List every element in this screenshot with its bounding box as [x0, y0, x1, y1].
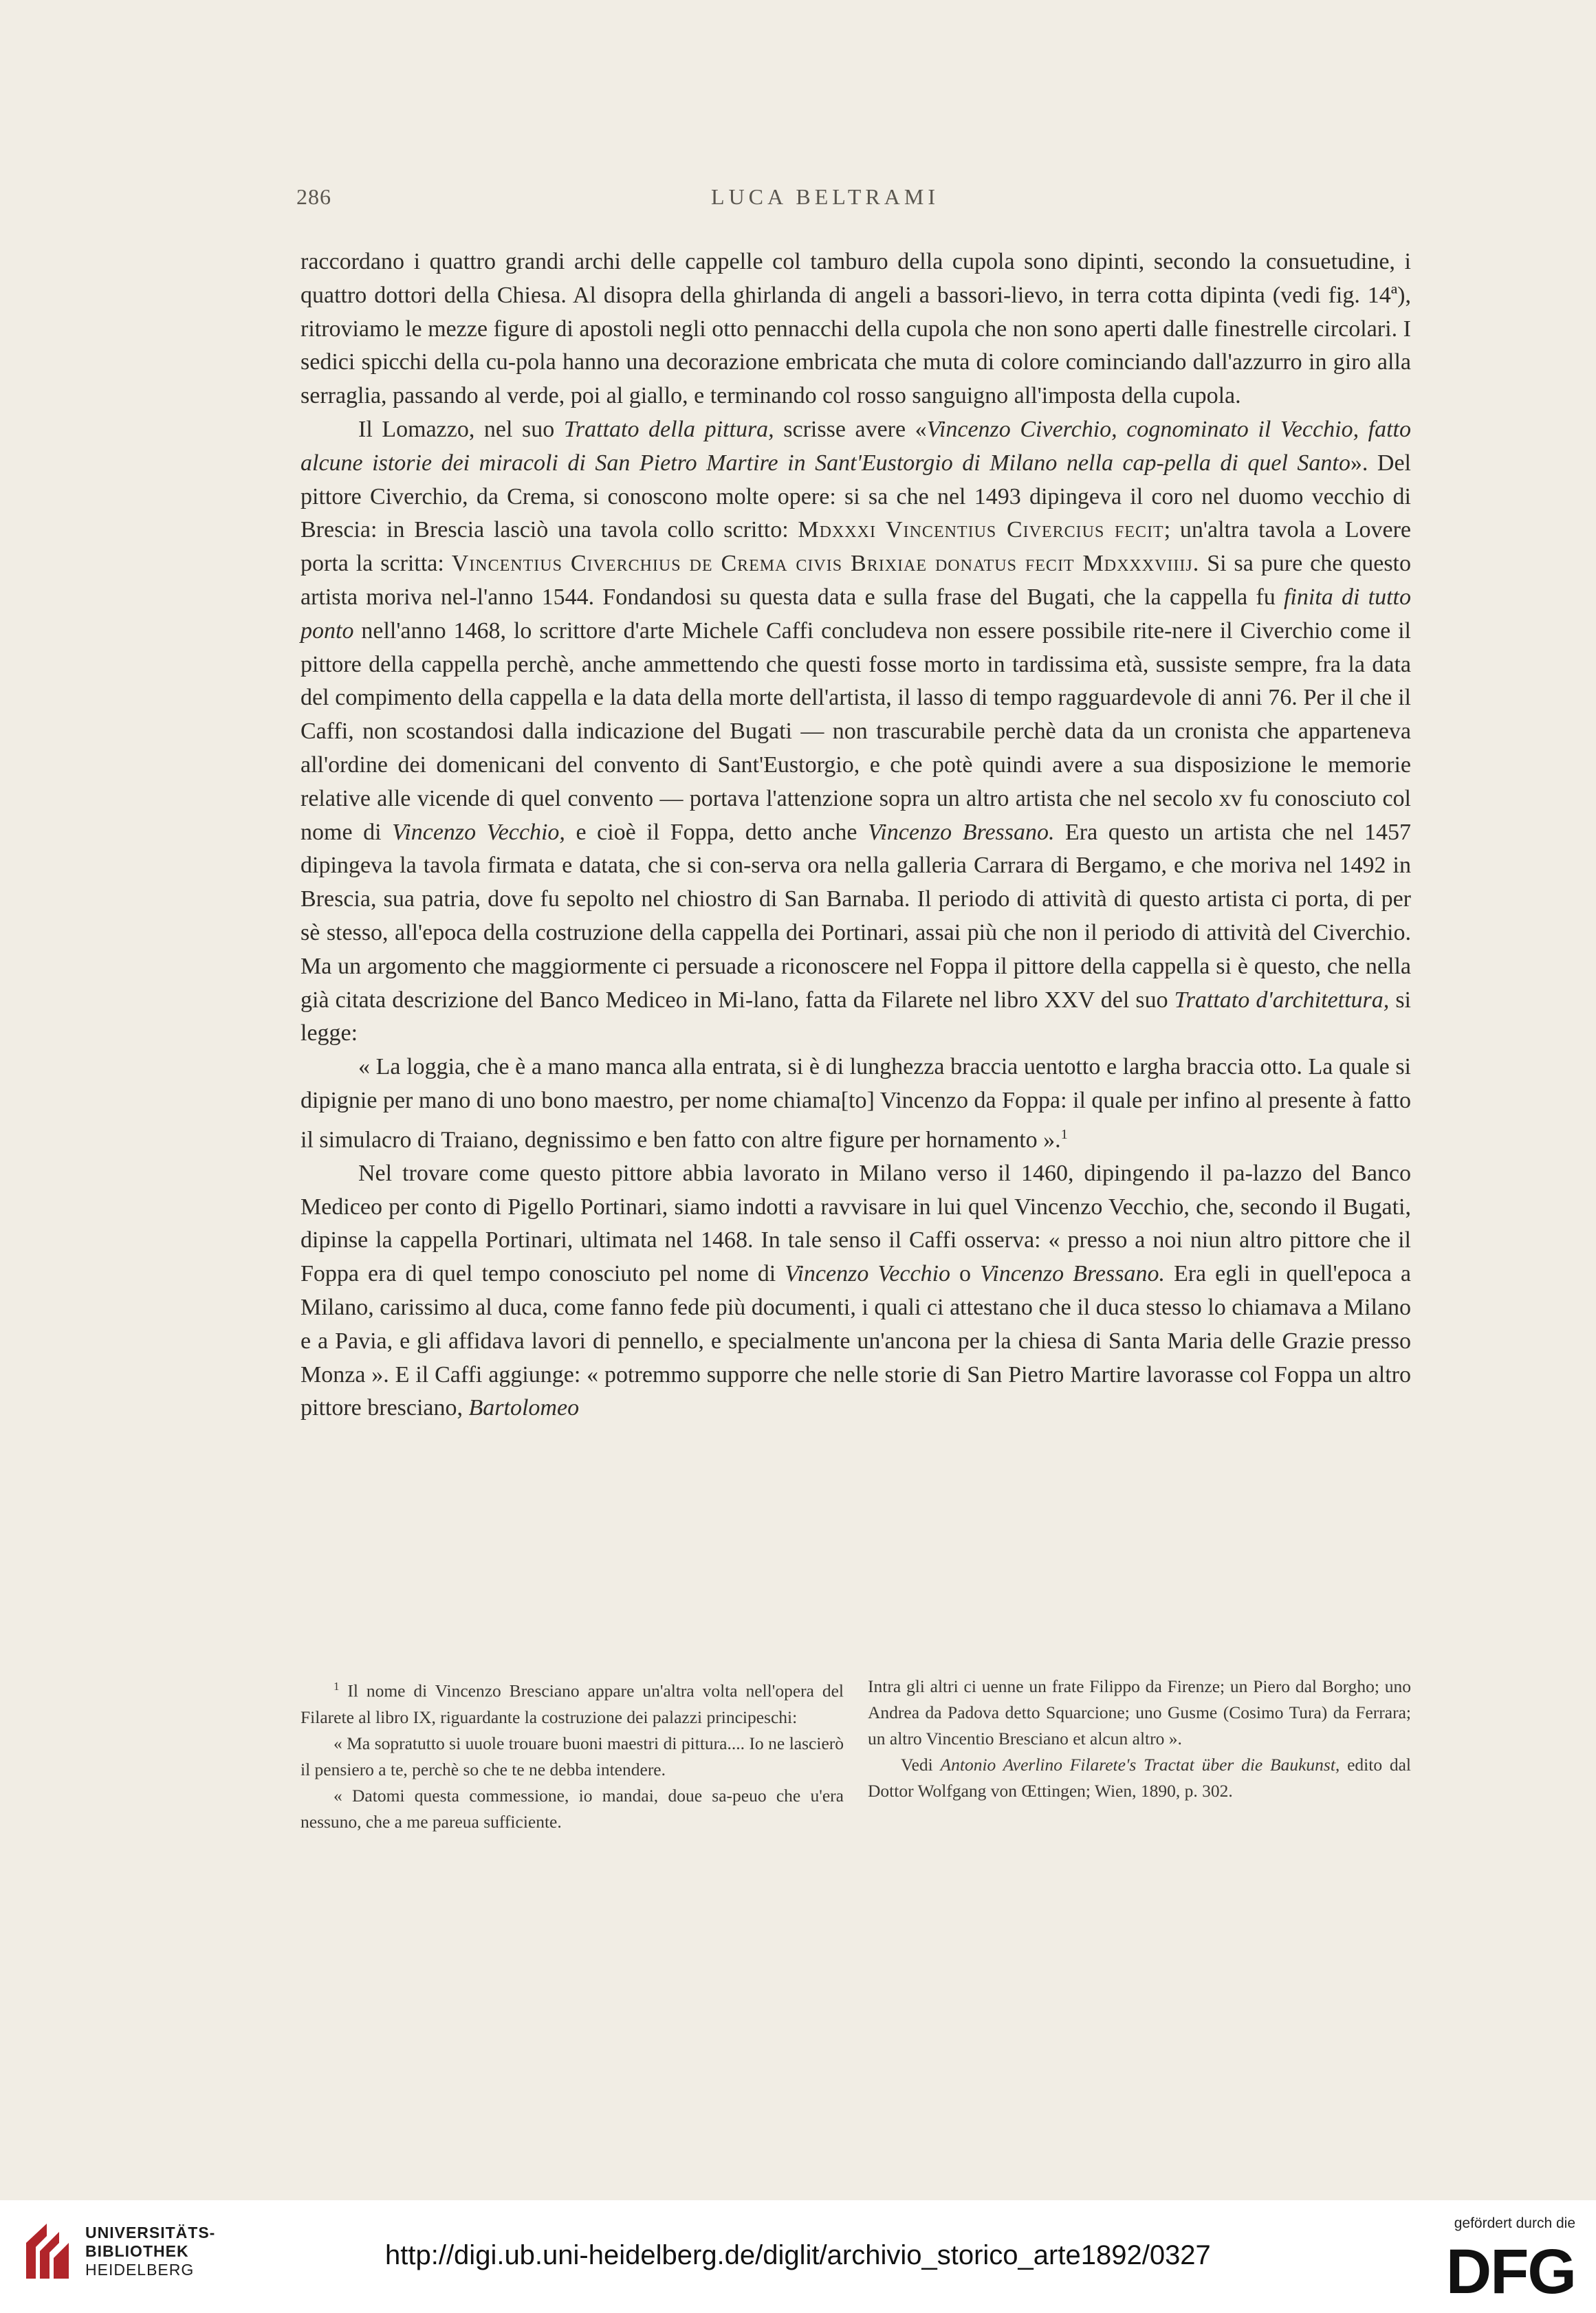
footnote-citation: [868, 1752, 1411, 1804]
footnote-quote: « Datomi questa commessione, io mandai, doue sa-peuo che u'era nessuno, che a me pareua sufficiente.: [300, 1785, 844, 1832]
paragraph-2: [300, 413, 1411, 1051]
footnote-quote-continued: Intra gli altri ci uenne un frate Filippo da Firenze; un Piero dal Borgho; uno Andrea da Padova detto Squarcione; uno Gusme (Cosimo Tura) da Ferrara; un altro Vincentio Bresciano et alcun altro ».: [868, 1676, 1411, 1749]
footnote-text: Il nome di Vincenzo Bresciano appare un'altra volta nell'opera del Filarete al libro IX, riguardante la costruzione dei palazzi principeschi:: [300, 1680, 844, 1727]
text-run: nell'anno 1468, lo scrittore d'arte Michele Caffi concludeva non essere possibile rite-nere il Civerchio come il pittore della cappella perchè, anche ammettendo che questi fosse morto in tardissima età, sussiste sempre, fra la data del compimento della cappella e la data della morte dell'artista, il lasso di tempo ragguardevole di anni 76. Per il che il Caffi, non scostandosi dalla indicazione del Bugati — non trascurabile perchè data da un cronista che apparteneva all'ordine dei domenicani del convento di Sant'Eustorgio, e che potè quindi avere a sua disposizione le memorie relative alle vicende di quel convento — portava l'attenzione sopra un altro artista che nel secolo xv fu conosciuto col nome di: [300, 617, 1411, 845]
footnotes-left-column: [300, 1674, 844, 1835]
italic-name: Vincenzo Vecchio: [785, 1261, 951, 1287]
italic-phrase: finita di tutto ponto: [300, 584, 1411, 644]
italic-name: Vincenzo Bressano.: [980, 1261, 1165, 1287]
paragraph-4: [300, 1157, 1411, 1425]
text-run: ; un'altra tavola a Lovere porta la scritta:: [300, 517, 1411, 577]
text-run: Vedi: [901, 1755, 941, 1775]
library-name-line: UNIVERSITÄTS-: [85, 2224, 216, 2241]
inscription: Vincentius Civerchius de Crema civis Brixiae donatus fecit Mdxxxviiij.: [451, 551, 1200, 577]
text-run: e cioè il Foppa, detto anche: [565, 819, 868, 845]
text-run: « La loggia, che è a mano manca alla entrata, si è di lunghezza braccia uentotto e largha braccia otto. La quale si dipignie per mano di uno bono maestro, per nome chiama[to] Vincenzo da Foppa: il quale per infino al presente à fatto il simulacro di Traiano, degnissimo e ben fatto con altre figure per hornamento ».: [300, 1054, 1411, 1153]
text-run: si legge:: [300, 987, 1412, 1046]
library-name-line: BIBLIOTHEK: [85, 2242, 189, 2260]
library-name-line: HEIDELBERG: [85, 2261, 195, 2279]
italic-quote: Vincenzo Civerchio, cognominato il Vecchio, fatto alcune istorie dei miracoli di San Pietro Martire in Sant'Eustorgio di Milano nella cap-pella di quel Santo: [300, 416, 1411, 476]
footnote-ref: 1: [1060, 1126, 1068, 1142]
university-library-logo-icon: [19, 2215, 76, 2284]
text-run: scrisse avere «: [774, 416, 927, 442]
text-run: Il Lomazzo, nel suo: [358, 416, 564, 442]
permalink-url[interactable]: http://digi.ub.uni-heidelberg.de/diglit/archivio_storico_arte1892/0327: [385, 2240, 1211, 2270]
paragraph-3-quotation: [300, 1051, 1411, 1157]
library-name: [85, 2224, 215, 2279]
text-run: Era egli in quell'epoca a Milano, carissimo al duca, come fanno fede più documenti, i quali ci attestano che il duca stesso lo chiamava a Milano e a Pavia, e gli affidava lavori di pennello, e specialmente un'ancona per la chiesa di Santa Maria delle Grazie presso Monza ». E il Caffi aggiunge: « potremmo supporre che nelle storie di San Pietro Martire lavorasse col Foppa un altro pittore bresciano,: [300, 1261, 1412, 1421]
italic-title: Trattato della pittura,: [563, 416, 774, 442]
text-run: Nel trovare come questo pittore abbia lavorato in Milano verso il 1460, dipingendo il pa-lazzo del Banco Mediceo per conto di Pigello Portinari, siamo indotti a ravvisare in lui quel Vincenzo Vecchio, che, secondo il Bugati, dipinse la cappella Portinari, ultimata nel 1468. In tale senso il Caffi osserva: « presso a noi niun altro pittore che il Foppa era di quel tempo conosciuto pel nome di: [300, 1160, 1411, 1287]
body-text: [300, 245, 1411, 1425]
italic-name: Vincenzo Vecchio,: [392, 819, 565, 845]
italic-name: Vincenzo Bressano.: [868, 819, 1055, 845]
text-run: o: [950, 1261, 981, 1287]
text-run: Si sa pure che questo artista moriva nel-l'anno 1544. Fondandosi su questa data e sulla frase del Bugati, che la cappella fu: [300, 551, 1412, 610]
running-header-author: LUCA BELTRAMI: [711, 184, 939, 209]
funded-by-label: gefördert durch die: [1454, 2215, 1575, 2231]
footnote-number: 1: [334, 1680, 340, 1693]
inscription: Mdxxxi Vincentius Civercius fecit: [798, 517, 1164, 543]
italic-title: Antonio Averlino Filarete's Tractat über die Baukunst,: [940, 1755, 1340, 1775]
paragraph-1: [300, 245, 1411, 413]
text-run: ». Del pittore Civerchio, da Crema, si conoscono molte opere: si sa che nel 1493 dipingeva il coro nel duomo vecchio di Brescia: in Brescia lasciò una tavola collo scritto:: [300, 450, 1411, 543]
footnote-quote: « Ma sopratutto si uuole trouare buoni maestri di pittura.... Io ne lascierò il pensiero a te, perchè so che te ne debba intendere.: [300, 1733, 844, 1779]
footnotes: [300, 1674, 1411, 1835]
text-run: Era questo un artista che nel 1457 dipingeva la tavola firmata e datata, che si con-serva ora nella galleria Carrara di Bergamo, e che moriva nel 1492 in Brescia, sua patria, dove fu sepolto nel chiostro di San Barnaba. Il periodo di attività di questo artista ci porta, di per sè stesso, all'epoca della costruzione della cappella dei Portinari, assai più che non il periodo di attività del Civerchio. Ma un argomento che maggiormente ci persuade a riconoscere nel Foppa il pittore della cappella si è questo, che nella già citata descrizione del Banco Mediceo in Mi-lano, fatta da Filarete nel libro XXV del suo: [300, 819, 1411, 1013]
dfg-logo: DFG: [1445, 2237, 1575, 2307]
italic-title: Trattato d'architettura,: [1174, 987, 1390, 1013]
italic-name: Bartolomeo: [468, 1395, 580, 1421]
text-run: edito dal Dottor Wolfgang von Œttingen; Wien, 1890, p. 302.: [868, 1755, 1412, 1801]
footnote-1: [300, 1674, 844, 1731]
text-run: raccordano i quattro grandi archi delle cappelle col tamburo della cupola sono dipinti, secondo la consuetudine, i quattro dottori della Chiesa. Al disopra della ghirlanda di angeli a bassori-lievo, in terra cotta dipinta (vedi fig. 14ª), ritroviamo le mezze figure di apostoli negli otto pennacchi della cupola che non sono aperti dalle finestrelle circolari. I sedici spicchi della cu-pola hanno una decorazione embricata che muta di colore cominciando dall'azzurro in giro alla serraglia, passando al verde, poi al giallo, e terminando col rosso sanguigno all'imposta della cupola.: [300, 249, 1411, 409]
footer-bar: [0, 2200, 1596, 2313]
page-number: 286: [296, 184, 331, 209]
footnotes-right-column: [868, 1674, 1411, 1835]
